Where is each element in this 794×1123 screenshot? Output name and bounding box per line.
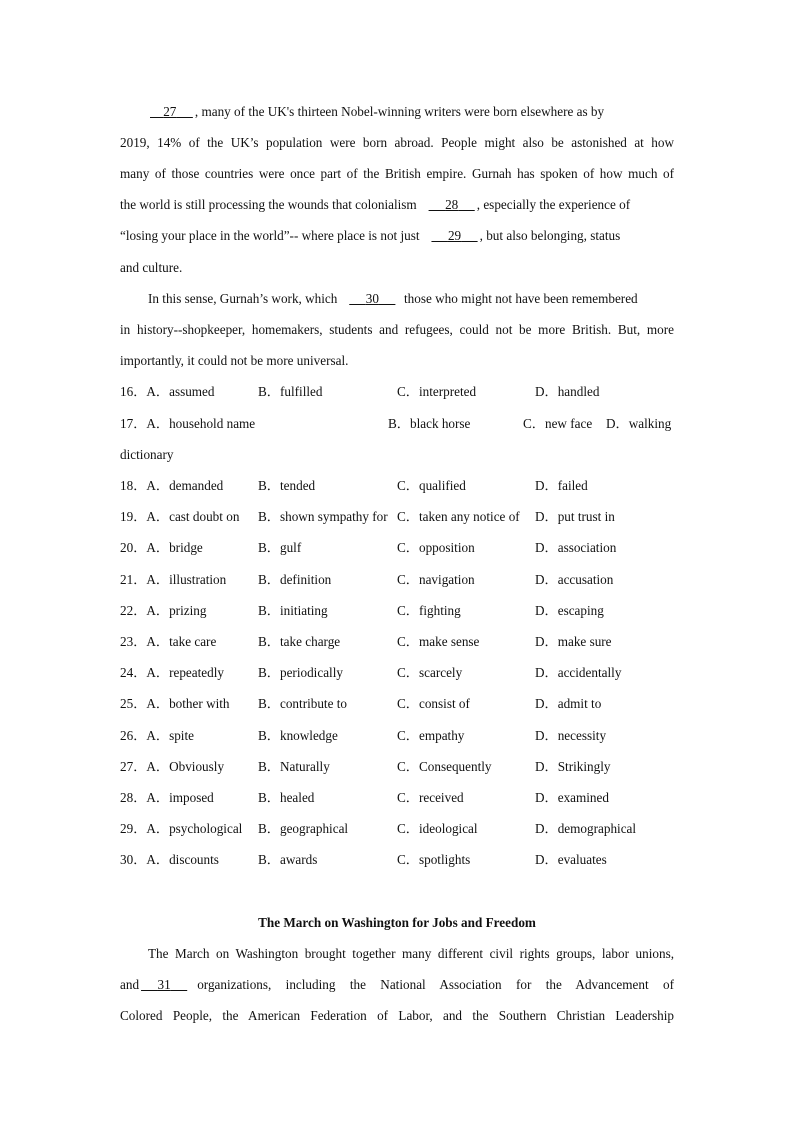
option-b: B．geographical: [258, 821, 349, 836]
passage-line: in history--shopkeeper, homemakers, students and refugees, could not be more British. But, more: [120, 322, 674, 337]
question-options: [120, 819, 674, 839]
question-options: [120, 632, 674, 652]
option-a: 19．A．cast doubt on: [120, 509, 240, 524]
option-a: 20．A．bridge: [120, 540, 203, 555]
option-d: D．walking: [606, 416, 672, 431]
passage-line: In this sense, Gurnah’s work, which 30 those who might not have been remembered: [148, 291, 638, 306]
option-b: B．take charge: [258, 634, 341, 649]
option-d: D．Strikingly: [535, 759, 611, 774]
option-a: 23．A．take care: [120, 634, 217, 649]
option-c: C．empathy: [397, 728, 465, 743]
question-options: [120, 538, 674, 558]
answer-blank: 27: [163, 104, 177, 119]
option-d: D．examined: [535, 790, 609, 805]
option-a: 16．A．assumed: [120, 384, 215, 399]
option-c: C．navigation: [397, 572, 475, 587]
option-a: 29．A．psychological: [120, 821, 243, 836]
answer-blank: 31: [157, 977, 171, 992]
passage-line: and 31 organizations, including the National Association for the Advancement of: [120, 975, 674, 995]
question-options: [120, 788, 674, 808]
option-b: B．black horse: [388, 416, 471, 431]
passage-line: 2019, 14% of the UK’s population were born abroad. People might also be astonished at how: [120, 135, 674, 150]
option-c: C．make sense: [397, 634, 480, 649]
option-b: B．initiating: [258, 603, 328, 618]
option-c: C．scarcely: [397, 665, 463, 680]
option-c: C．opposition: [397, 540, 475, 555]
option-d: D．necessity: [535, 728, 607, 743]
option-d: D．make sure: [535, 634, 612, 649]
passage-line: many of those countries were once part of the British empire. Gurnah has spoken of how much of: [120, 166, 674, 181]
option-c: C．interpreted: [397, 384, 477, 399]
option-b: B．tended: [258, 478, 316, 493]
option-d: D．association: [535, 540, 617, 555]
option-b: B．healed: [258, 790, 315, 805]
option-d: D．accusation: [535, 572, 614, 587]
passage-title: The March on Washington for Jobs and Freedom: [258, 915, 536, 930]
option-c: C．received: [397, 790, 464, 805]
option-d: D．demographical: [535, 821, 637, 836]
option-c: C．fighting: [397, 603, 461, 618]
option-continuation: dictionary: [120, 447, 174, 462]
option-a: 27．A．Obviously: [120, 759, 225, 774]
option-b: B．definition: [258, 572, 332, 587]
question-options: [120, 507, 674, 527]
option-b: B．knowledge: [258, 728, 338, 743]
option-b: B．periodically: [258, 665, 343, 680]
question-options: [120, 850, 674, 870]
passage-line: the world is still processing the wounds that colonialism 28 , especially the experience of: [120, 197, 631, 212]
option-d: D．failed: [535, 478, 588, 493]
option-a: 17．A．household name: [120, 416, 256, 431]
option-a: 24．A．repeatedly: [120, 665, 224, 680]
option-a: 28．A．imposed: [120, 790, 214, 805]
option-b: B．Naturally: [258, 759, 330, 774]
option-c: C．taken any notice of: [397, 509, 520, 524]
option-b: B．awards: [258, 852, 318, 867]
option-c: C．qualified: [397, 478, 466, 493]
question-options: [120, 757, 674, 777]
option-d: D．admit to: [535, 696, 602, 711]
option-b: B．contribute to: [258, 696, 348, 711]
option-d: D．put trust in: [535, 509, 615, 524]
option-a: 25．A．bother with: [120, 696, 230, 711]
passage-line: and culture.: [120, 260, 183, 275]
passage-line: The March on Washington brought together many different civil rights groups, labor unions,: [148, 946, 674, 961]
question-options: [120, 663, 674, 683]
passage-line: Colored People, the American Federation of Labor, and the Southern Christian Leadership: [120, 1008, 674, 1023]
option-c: C．Consequently: [397, 759, 492, 774]
option-d: D．accidentally: [535, 665, 622, 680]
option-a: 21．A．illustration: [120, 572, 227, 587]
answer-blank: 30: [365, 291, 379, 306]
option-a: 22．A．prizing: [120, 603, 207, 618]
question-options: [120, 694, 674, 714]
option-d: D．handled: [535, 384, 600, 399]
option-c: C．spotlights: [397, 852, 471, 867]
question-options: [120, 476, 674, 496]
question-options: [120, 726, 674, 746]
answer-blank: 29: [447, 228, 462, 243]
option-c: C．new face: [523, 416, 593, 431]
option-d: D．evaluates: [535, 852, 607, 867]
option-c: C．consist of: [397, 696, 470, 711]
answer-blank: 28: [445, 197, 459, 212]
question-options: [120, 601, 674, 621]
option-a: 18．A．demanded: [120, 478, 224, 493]
option-b: B．gulf: [258, 540, 302, 555]
question-options: [120, 570, 674, 590]
passage-line: 27 , many of the UK's thirteen Nobel-winning writers were born elsewhere as by: [120, 102, 674, 122]
option-c: C．ideological: [397, 821, 478, 836]
passage-line: “losing your place in the world”-- where place is not just 29 , but also belonging, status: [120, 228, 621, 243]
option-a: 30．A．discounts: [120, 852, 219, 867]
passage-line: importantly, it could not be more universal.: [120, 353, 349, 368]
question-options: [120, 382, 674, 402]
option-b: B．shown sympathy for: [258, 509, 388, 524]
option-d: D．escaping: [535, 603, 604, 618]
option-b: B．fulfilled: [258, 384, 323, 399]
question-options: [120, 414, 674, 434]
option-a: 26．A．spite: [120, 728, 194, 743]
